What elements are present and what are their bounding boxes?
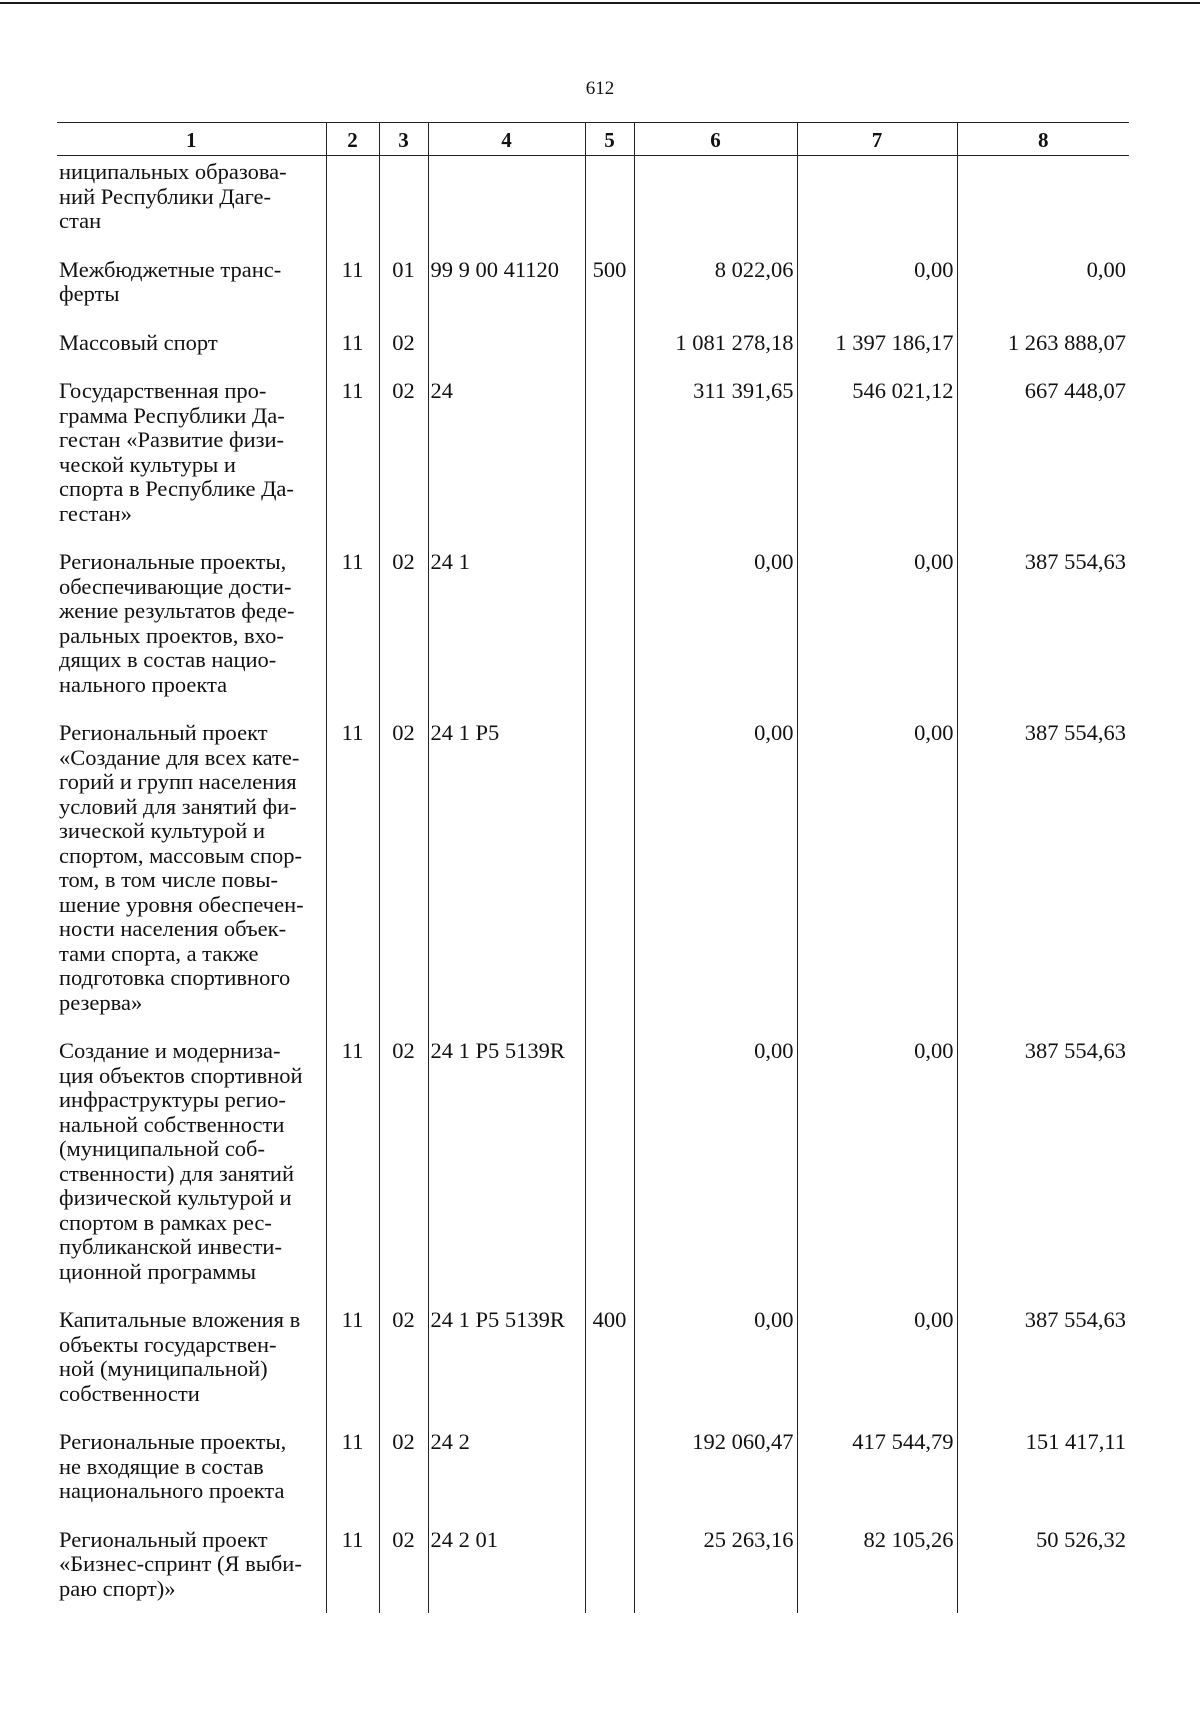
column-header-7: 7	[797, 123, 957, 156]
target-article-cell: 24 1 P5 5139R	[428, 1308, 585, 1430]
expense-type-cell	[585, 379, 634, 550]
section-code-cell: 11	[326, 550, 379, 721]
amount-col8-cell: 1 263 888,07	[957, 331, 1129, 380]
item-name-cell: ниципальных образова- ний Республики Даге- стан	[59, 159, 287, 233]
item-name-cell: Региональный проект «Бизнес-спринт (Я выби- раю спорт)»	[59, 1526, 302, 1601]
amount-col6-cell: 192 060,47	[634, 1430, 797, 1528]
amount-col6-cell: 311 391,65	[634, 379, 797, 550]
column-header-1: 1	[57, 123, 326, 156]
budget-table	[57, 122, 1129, 1613]
subsection-code-cell	[379, 156, 428, 258]
amount-col7-cell: 1 397 186,17	[797, 331, 957, 380]
table-row	[57, 258, 1129, 331]
item-name-cell: Региональные проекты, не входящие в состав национального проекта	[59, 1429, 287, 1503]
amount-col8-cell: 0,00	[957, 258, 1129, 331]
subsection-code-cell: 02	[379, 1308, 428, 1430]
item-name-cell: Региональный проект «Создание для всех кате- горий и групп населения условий для занятий фи- зической культурой и спортом, массовым спор- том, в том числе повы- шение уровня обеспечен- ности населения объек- тами спорта, а также подготовка спортивного резерва»	[59, 720, 304, 1015]
table-row	[57, 1039, 1129, 1308]
column-header-4: 4	[428, 123, 585, 156]
subsection-code-cell: 01	[379, 258, 428, 331]
amount-col8-cell: 50 526,32	[957, 1528, 1129, 1614]
amount-col6-cell	[634, 156, 797, 258]
table-row	[57, 1308, 1129, 1430]
table-row	[57, 156, 1129, 258]
column-header-8: 8	[957, 123, 1129, 156]
target-article-cell: 24 2 01	[428, 1528, 585, 1614]
amount-col7-cell: 0,00	[797, 721, 957, 1039]
item-name-cell: Капитальные вложения в объекты государствен- ной (муниципальной) собственности	[59, 1307, 301, 1406]
subsection-code-cell: 02	[379, 379, 428, 550]
page-number: 612	[585, 78, 615, 99]
column-header-6: 6	[634, 123, 797, 156]
expense-type-cell	[585, 156, 634, 258]
amount-col6-cell: 1 081 278,18	[634, 331, 797, 380]
amount-col6-cell: 25 263,16	[634, 1528, 797, 1614]
amount-col6-cell: 8 022,06	[634, 258, 797, 331]
target-article-cell: 24 2	[428, 1430, 585, 1528]
amount-col6-cell: 0,00	[634, 1039, 797, 1308]
table-body	[57, 156, 1129, 1614]
item-name-cell: Создание и модерниза- ция объектов спортивной инфраструктуры регио- нальной собственности (муниципальной соб- ственности) для занятий физической культурой и спортом в рамках рес- публиканской инвести- ционной программы	[59, 1038, 303, 1284]
expense-type-cell	[585, 331, 634, 380]
column-header-3: 3	[379, 123, 428, 156]
amount-col8-cell	[957, 156, 1129, 258]
table-row	[57, 1528, 1129, 1614]
amount-col7-cell: 82 105,26	[797, 1528, 957, 1614]
expense-type-cell	[585, 550, 634, 721]
amount-col6-cell: 0,00	[634, 721, 797, 1039]
section-code-cell: 11	[326, 258, 379, 331]
target-article-cell: 99 9 00 41120	[428, 258, 585, 331]
section-code-cell: 11	[326, 331, 379, 380]
subsection-code-cell: 02	[379, 550, 428, 721]
amount-col8-cell: 667 448,07	[957, 379, 1129, 550]
item-name-cell: Региональные проекты, обеспечивающие дости- жение результатов феде- ральных проектов, вхо- дящих в состав нацио- нального проекта	[59, 549, 295, 697]
expense-type-cell: 500	[585, 258, 634, 331]
expense-type-cell	[585, 1528, 634, 1614]
top-border-line	[0, 2, 1200, 4]
item-name-cell: Государственная про- грамма Республики Да- гестан «Развитие физи- ческой культуры и спорта в Республике Да- гестан»	[59, 378, 294, 526]
section-code-cell: 11	[326, 379, 379, 550]
expense-type-cell	[585, 721, 634, 1039]
amount-col8-cell: 151 417,11	[957, 1430, 1129, 1528]
subsection-code-cell: 02	[379, 1039, 428, 1308]
table-row	[57, 721, 1129, 1039]
target-article-cell	[428, 331, 585, 380]
table-row	[57, 1430, 1129, 1528]
amount-col6-cell: 0,00	[634, 1308, 797, 1430]
amount-col7-cell: 417 544,79	[797, 1430, 957, 1528]
amount-col8-cell: 387 554,63	[957, 550, 1129, 721]
target-article-cell	[428, 156, 585, 258]
subsection-code-cell: 02	[379, 331, 428, 380]
amount-col8-cell: 387 554,63	[957, 1308, 1129, 1430]
amount-col7-cell	[797, 156, 957, 258]
subsection-code-cell: 02	[379, 721, 428, 1039]
target-article-cell: 24	[428, 379, 585, 550]
item-name-cell: Массовый спорт	[59, 329, 218, 355]
table-row	[57, 331, 1129, 380]
section-code-cell: 11	[326, 1430, 379, 1528]
target-article-cell: 24 1 P5 5139R	[428, 1039, 585, 1308]
amount-col7-cell: 0,00	[797, 1039, 957, 1308]
subsection-code-cell: 02	[379, 1528, 428, 1614]
column-header-2: 2	[326, 123, 379, 156]
table-row	[57, 379, 1129, 550]
column-header-5: 5	[585, 123, 634, 156]
table-row	[57, 550, 1129, 721]
subsection-code-cell: 02	[379, 1430, 428, 1528]
amount-col7-cell: 0,00	[797, 1308, 957, 1430]
section-code-cell: 11	[326, 1039, 379, 1308]
expense-type-cell: 400	[585, 1308, 634, 1430]
item-name-cell: Межбюджетные транс- ферты	[59, 256, 282, 306]
target-article-cell: 24 1	[428, 550, 585, 721]
expense-type-cell	[585, 1430, 634, 1528]
target-article-cell: 24 1 P5	[428, 721, 585, 1039]
section-code-cell: 11	[326, 721, 379, 1039]
header-row	[57, 123, 1129, 156]
expense-type-cell	[585, 1039, 634, 1308]
section-code-cell: 11	[326, 1528, 379, 1614]
section-code-cell	[326, 156, 379, 258]
amount-col7-cell: 0,00	[797, 550, 957, 721]
amount-col8-cell: 387 554,63	[957, 721, 1129, 1039]
amount-col6-cell: 0,00	[634, 550, 797, 721]
amount-col8-cell: 387 554,63	[957, 1039, 1129, 1308]
section-code-cell: 11	[326, 1308, 379, 1430]
amount-col7-cell: 546 021,12	[797, 379, 957, 550]
amount-col7-cell: 0,00	[797, 258, 957, 331]
